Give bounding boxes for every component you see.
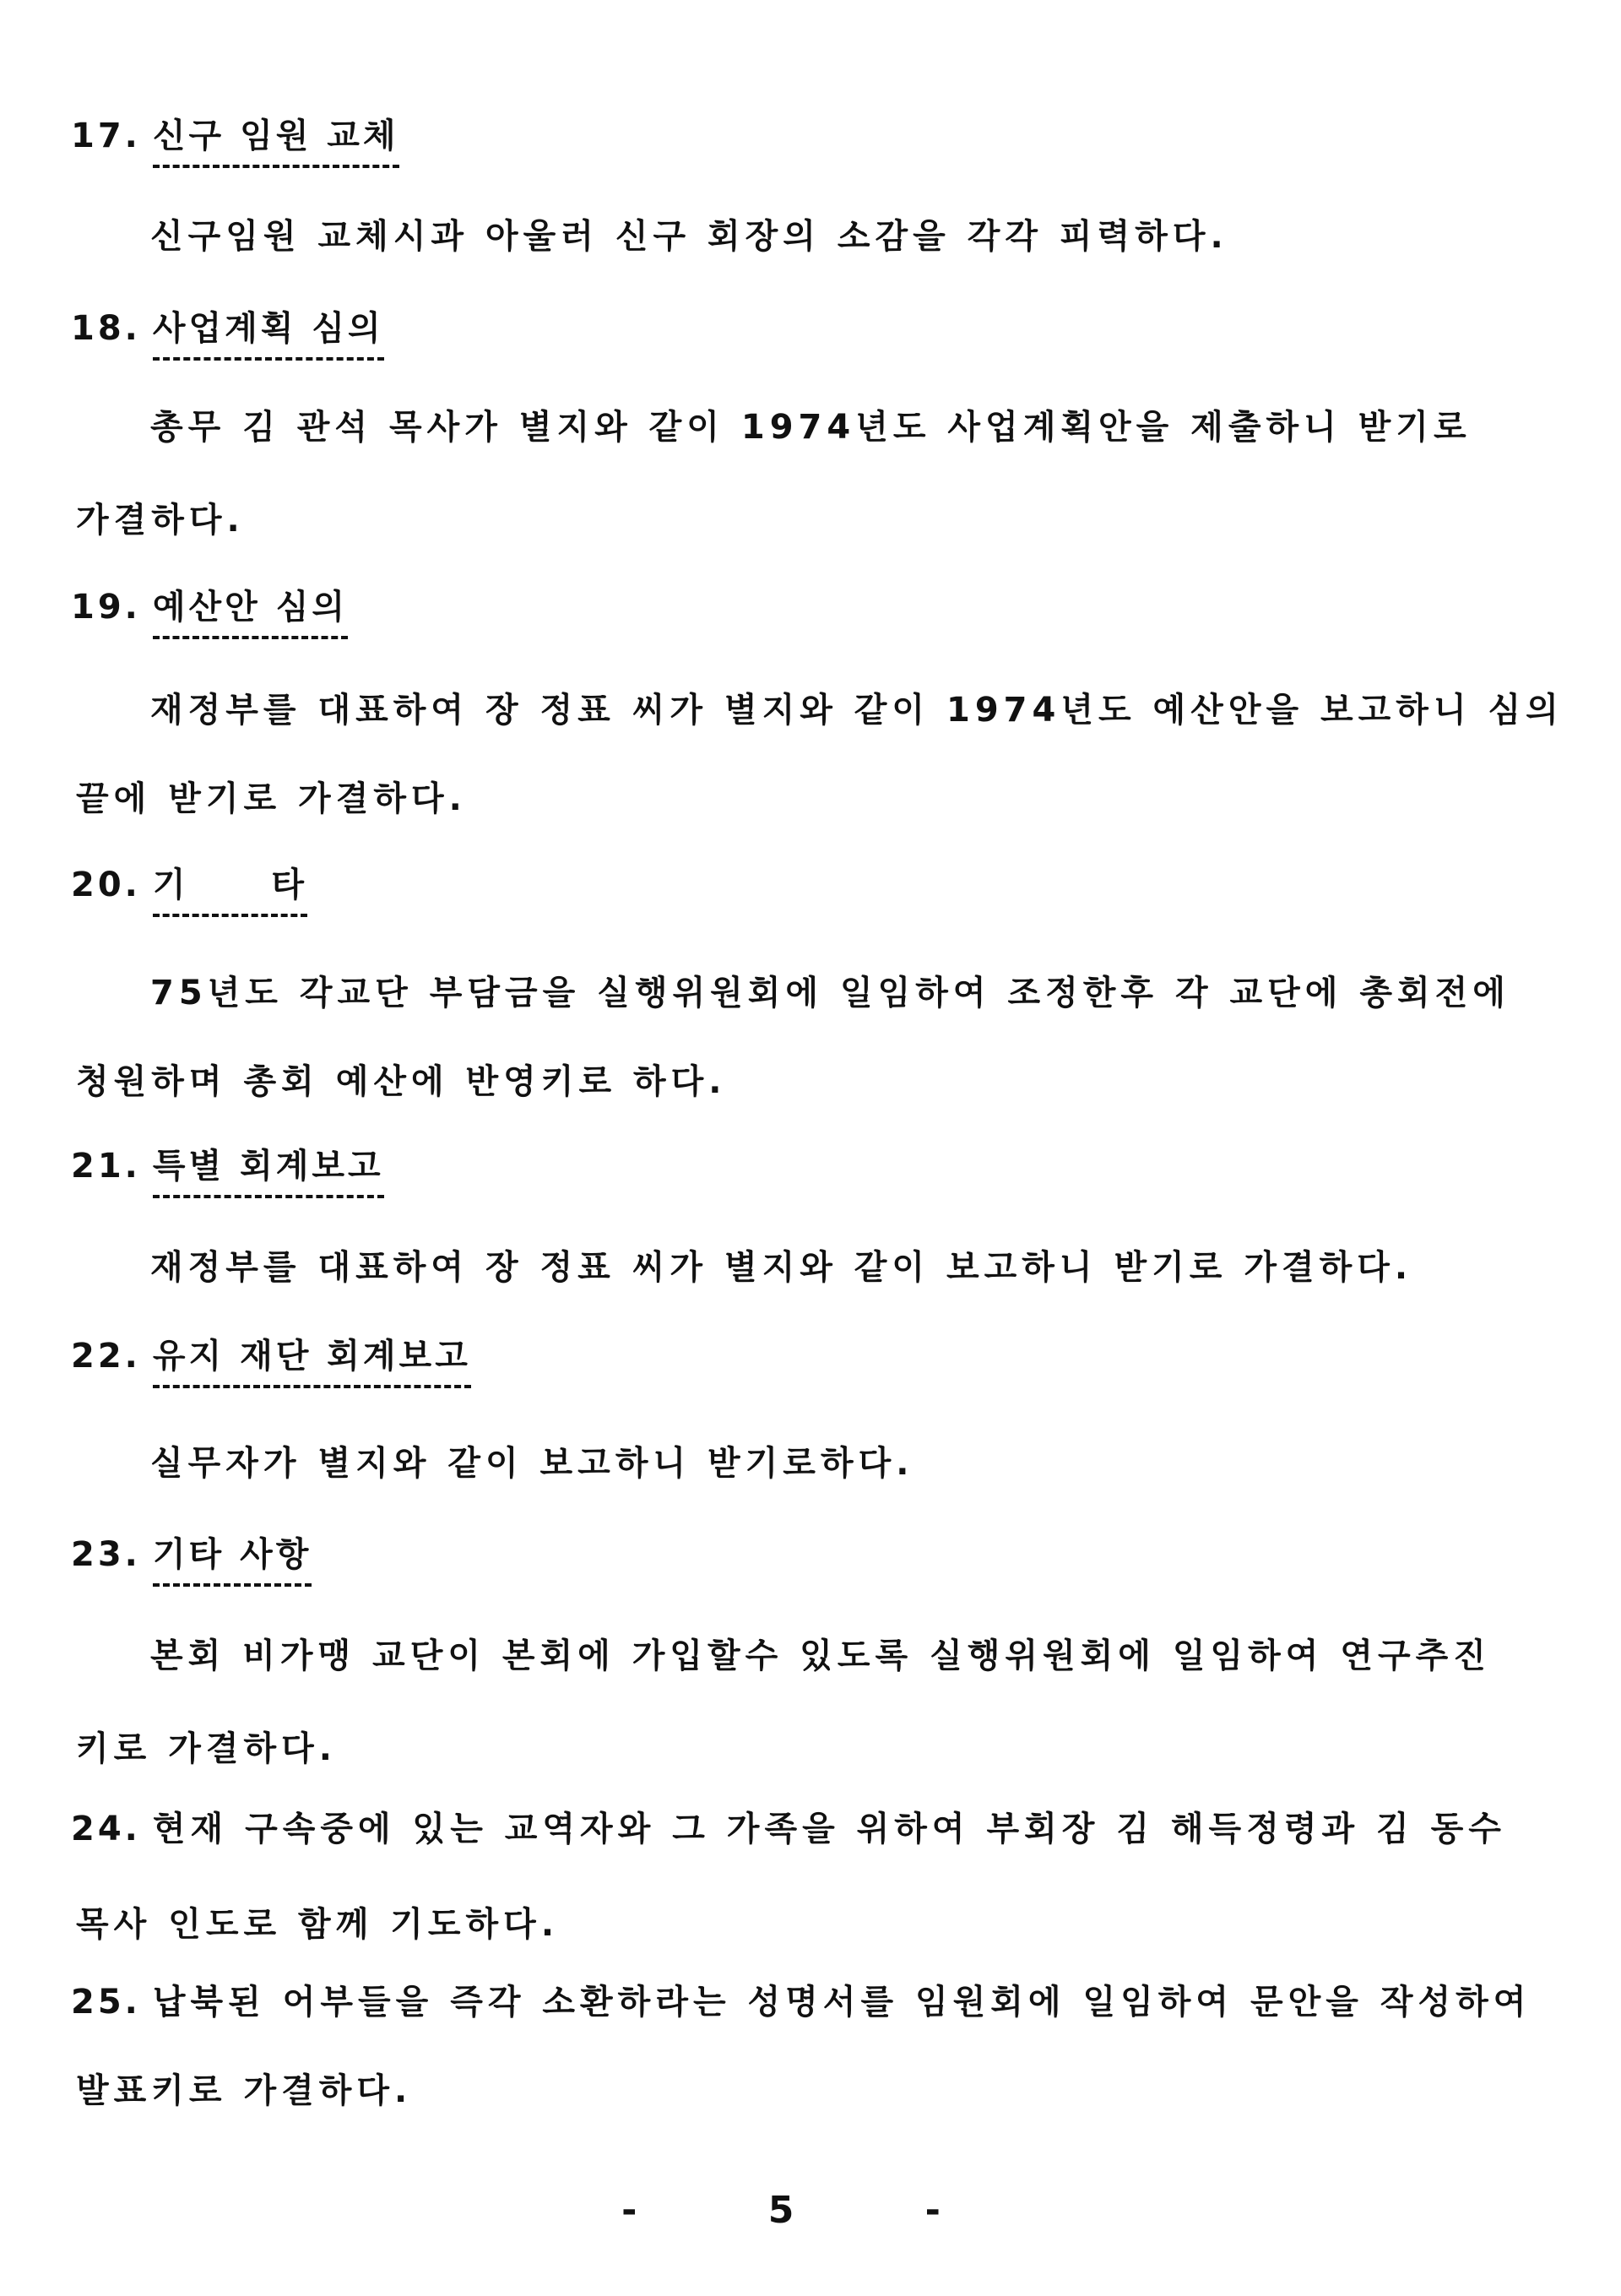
body-line: 신구임원 교체시과 아울러 신구 회장의 소감을 각각 피력하다. xyxy=(150,217,1228,256)
section-heading-18 xyxy=(71,307,384,361)
section-heading-22 xyxy=(71,1334,471,1388)
section-number: 19. xyxy=(71,588,141,627)
section-number: 20. xyxy=(71,866,141,904)
section-heading-19 xyxy=(71,585,348,639)
section-title: 사업계획 심의 xyxy=(153,307,384,361)
section-number: 18. xyxy=(71,309,141,348)
section-title: 기 타 xyxy=(153,863,307,917)
section-title: 신구 임원 교체 xyxy=(153,114,399,168)
section-title: 예산안 심의 xyxy=(153,585,348,639)
body-line: 재정부를 대표하여 장 정표 씨가 별지와 같이 1974년도 예산안을 보고하니 심의 xyxy=(150,691,1564,730)
item-text: 납북된 어부들을 즉각 소환하라는 성명서를 임원회에 일임하여 문안을 작성하여 xyxy=(152,1983,1532,2022)
section-heading-20 xyxy=(71,863,307,917)
body-line: 실무자가 별지와 같이 보고하니 받기로하다. xyxy=(150,1444,914,1483)
body-line: 발표키로 가결하다. xyxy=(76,2071,413,2110)
body-line: 가결하다. xyxy=(76,501,245,540)
section-title: 기타 사항 xyxy=(153,1533,312,1587)
body-line: 끝에 받기로 가결하다. xyxy=(76,779,467,818)
item-number: 24. xyxy=(71,1810,141,1848)
section-number: 21. xyxy=(71,1147,141,1186)
section-heading-17 xyxy=(71,114,399,168)
item-25 xyxy=(71,1980,1531,2024)
body-line: 키로 가결하다. xyxy=(76,1729,337,1768)
item-24 xyxy=(71,1807,1506,1851)
body-line: 청원하며 총회 예산에 반영키로 하다. xyxy=(76,1062,727,1101)
section-number: 23. xyxy=(71,1535,141,1574)
section-number: 17. xyxy=(71,117,141,155)
page-number: - 5 - xyxy=(621,2189,1000,2232)
section-title: 특별 회계보고 xyxy=(153,1144,384,1198)
body-line: 75년도 각교단 부담금을 실행위원회에 일임하여 조정한후 각 교단에 총회전에 xyxy=(150,974,1510,1012)
section-heading-21 xyxy=(71,1144,384,1198)
body-line: 재정부를 대표하여 장 정표 씨가 별지와 같이 보고하니 받기로 가결하다. xyxy=(150,1248,1413,1287)
body-line: 목사 인도로 함께 기도하다. xyxy=(76,1905,560,1944)
item-text: 현재 구속중에 있는 교역자와 그 가족을 위하여 부회장 김 해득정령과 김 동수 xyxy=(152,1810,1506,1848)
body-line: 본회 비가맹 교단이 본회에 가입할수 있도록 실행위원회에 일임하여 연구추진 xyxy=(150,1637,1491,1675)
section-heading-23 xyxy=(71,1533,312,1587)
body-line: 총무 김 관석 목사가 별지와 같이 1974년도 사업계획안을 제출하니 받기로 xyxy=(150,408,1472,447)
section-number: 22. xyxy=(71,1337,141,1376)
item-number: 25. xyxy=(71,1983,141,2022)
section-title: 유지 재단 회계보고 xyxy=(153,1334,471,1388)
